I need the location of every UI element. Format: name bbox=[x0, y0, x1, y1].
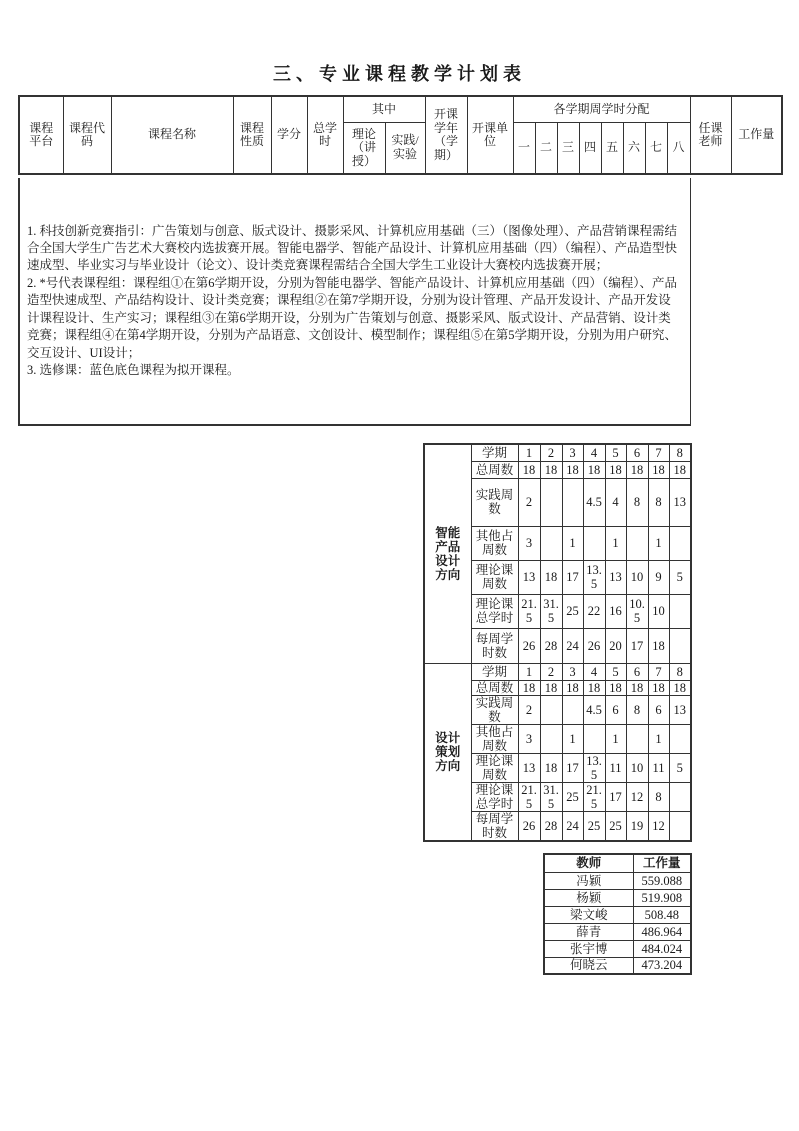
cell: 1 bbox=[648, 526, 669, 560]
cell: 7 bbox=[648, 663, 669, 680]
table-row bbox=[544, 923, 691, 940]
col-header-credit: 学分 bbox=[271, 96, 307, 174]
cell: 1 bbox=[605, 724, 626, 753]
note-item-1: 1. 科技创新竞赛指引：广告策划与创意、版式设计、摄影采风、计算机应用基础（三）（图像处理）、产品营销课程需结合全国大学生广告艺术大赛校内选拔赛开展。智能电器学、智能产品设计、计算机应用基础（四）（编程）、产品造型快速成型、毕业实习与毕业设计（论文）、设计类竞赛课程需结合全国大学生工业设计大赛校内选拔赛开展； bbox=[27, 223, 678, 273]
cell: 18 bbox=[562, 461, 583, 478]
row-label: 总周数 bbox=[471, 680, 518, 695]
teacher-name: 冯颖 bbox=[544, 872, 633, 889]
cell: 20 bbox=[605, 628, 626, 663]
cell: 18 bbox=[540, 461, 562, 478]
col-header-practice: 实践/实验 bbox=[385, 122, 425, 174]
cell bbox=[562, 478, 583, 526]
cell: 11 bbox=[605, 753, 626, 782]
cell: 18 bbox=[583, 680, 605, 695]
col-header-including: 其中 bbox=[343, 96, 425, 122]
cell bbox=[669, 811, 691, 841]
teacher-workload: 473.204 bbox=[633, 957, 691, 974]
cell bbox=[669, 782, 691, 811]
direction-section-smart-product bbox=[424, 444, 691, 663]
cell: 8 bbox=[669, 444, 691, 461]
cell: 25 bbox=[562, 594, 583, 628]
col-header-code: 课程代码 bbox=[63, 96, 111, 174]
cell bbox=[583, 526, 605, 560]
direction-group-label: 设计策划方向 bbox=[424, 663, 471, 841]
cell bbox=[540, 695, 562, 724]
cell: 6 bbox=[626, 663, 648, 680]
semester-col-3: 三 bbox=[557, 122, 579, 174]
cell: 5 bbox=[669, 560, 691, 594]
col-header-course-name: 课程名称 bbox=[111, 96, 233, 174]
teacher-name: 何晓云 bbox=[544, 957, 633, 974]
cell: 2 bbox=[518, 695, 540, 724]
cell: 31.5 bbox=[540, 782, 562, 811]
col-header-theory: 理论（讲授） bbox=[343, 122, 385, 174]
cell: 18 bbox=[669, 680, 691, 695]
cell bbox=[540, 478, 562, 526]
cell: 18 bbox=[648, 628, 669, 663]
cell bbox=[583, 724, 605, 753]
col-header-open-year: 开课学年（学期） bbox=[425, 96, 467, 174]
cell: 18 bbox=[648, 680, 669, 695]
cell bbox=[669, 724, 691, 753]
semester-col-6: 六 bbox=[623, 122, 645, 174]
cell: 13.5 bbox=[583, 753, 605, 782]
cell: 4 bbox=[583, 663, 605, 680]
cell: 10.5 bbox=[626, 594, 648, 628]
cell: 21.5 bbox=[583, 782, 605, 811]
table-row bbox=[544, 889, 691, 906]
cell: 2 bbox=[518, 478, 540, 526]
cell: 1 bbox=[605, 526, 626, 560]
cell: 25 bbox=[583, 811, 605, 841]
col-header-total-hours: 总学时 bbox=[307, 96, 343, 174]
row-label: 理论课周数 bbox=[471, 560, 518, 594]
direction-weekly-hours-table bbox=[423, 443, 692, 842]
teacher-workload: 508.48 bbox=[633, 906, 691, 923]
cell: 21.5 bbox=[518, 782, 540, 811]
cell: 4.5 bbox=[583, 478, 605, 526]
cell: 8 bbox=[648, 782, 669, 811]
cell bbox=[562, 695, 583, 724]
cell: 28 bbox=[540, 628, 562, 663]
cell: 19 bbox=[626, 811, 648, 841]
cell: 1 bbox=[518, 444, 540, 461]
cell: 5 bbox=[605, 444, 626, 461]
cell: 1 bbox=[562, 724, 583, 753]
teacher-workload: 559.088 bbox=[633, 872, 691, 889]
row-label: 理论课总学时 bbox=[471, 782, 518, 811]
row-label: 实践周数 bbox=[471, 695, 518, 724]
col-header-nature: 课程性质 bbox=[233, 96, 271, 174]
cell: 28 bbox=[540, 811, 562, 841]
row-label: 总周数 bbox=[471, 461, 518, 478]
cell: 13.5 bbox=[583, 560, 605, 594]
semester-col-7: 七 bbox=[645, 122, 667, 174]
workload-col-header: 工作量 bbox=[633, 854, 691, 872]
semester-col-2: 二 bbox=[535, 122, 557, 174]
cell: 10 bbox=[626, 560, 648, 594]
direction-group-label: 智能产品设计方向 bbox=[424, 444, 471, 663]
cell: 18 bbox=[518, 461, 540, 478]
cell: 18 bbox=[540, 560, 562, 594]
table-row bbox=[544, 940, 691, 957]
row-label: 其他占周数 bbox=[471, 526, 518, 560]
table-row bbox=[544, 872, 691, 889]
cell bbox=[540, 724, 562, 753]
teacher-name: 薛青 bbox=[544, 923, 633, 940]
cell: 17 bbox=[562, 753, 583, 782]
course-plan-header-table bbox=[18, 95, 783, 175]
semester-col-1: 一 bbox=[513, 122, 535, 174]
cell: 18 bbox=[562, 680, 583, 695]
cell: 25 bbox=[562, 782, 583, 811]
cell: 18 bbox=[540, 680, 562, 695]
cell: 12 bbox=[626, 782, 648, 811]
col-header-weekly-dist: 各学期周学时分配 bbox=[513, 96, 690, 122]
teacher-workload: 484.024 bbox=[633, 940, 691, 957]
semester-col-4: 四 bbox=[579, 122, 601, 174]
teacher-workload: 486.964 bbox=[633, 923, 691, 940]
cell: 13 bbox=[518, 753, 540, 782]
row-label: 理论课总学时 bbox=[471, 594, 518, 628]
page-title: 三、专业课程教学计划表 bbox=[273, 64, 526, 84]
cell: 17 bbox=[605, 782, 626, 811]
cell: 1 bbox=[562, 526, 583, 560]
cell: 4 bbox=[583, 444, 605, 461]
cell bbox=[669, 628, 691, 663]
cell: 26 bbox=[518, 628, 540, 663]
cell: 5 bbox=[605, 663, 626, 680]
cell: 8 bbox=[669, 663, 691, 680]
cell: 7 bbox=[648, 444, 669, 461]
row-label: 其他占周数 bbox=[471, 724, 518, 753]
cell: 22 bbox=[583, 594, 605, 628]
teacher-col-header: 教师 bbox=[544, 854, 633, 872]
cell: 2 bbox=[540, 444, 562, 461]
cell: 12 bbox=[648, 811, 669, 841]
cell: 13 bbox=[669, 695, 691, 724]
cell: 18 bbox=[605, 461, 626, 478]
cell bbox=[540, 526, 562, 560]
cell: 3 bbox=[562, 444, 583, 461]
cell: 25 bbox=[605, 811, 626, 841]
cell bbox=[669, 526, 691, 560]
cell: 9 bbox=[648, 560, 669, 594]
cell: 10 bbox=[626, 753, 648, 782]
cell: 18 bbox=[669, 461, 691, 478]
row-label: 每周学时数 bbox=[471, 811, 518, 841]
cell: 8 bbox=[626, 695, 648, 724]
cell: 11 bbox=[648, 753, 669, 782]
cell: 18 bbox=[540, 753, 562, 782]
row-label: 学期 bbox=[471, 663, 518, 680]
row-label: 每周学时数 bbox=[471, 628, 518, 663]
note-item-2: 2. *号代表课程组：课程组①在第6学期开设，分别为智能电器学、智能产品设计、计算机应用基础（四）（编程）、产品造型快速成型、产品结构设计、设计类竞赛；课程组②在第7学期开设，分别为设计管理、产品开发设计、产品开发设计课程设计、生产实习；课程组③在第6学期开设，分别为广告策划与创意、摄影采风、版式设计、产品营销、设计类竞赛；课程组④在第4学期开设，分别为产品语意、文创设计、模型制作；课程组⑤在第5学期开设，分别为用户研究、交互设计、UI设计； bbox=[27, 275, 678, 360]
cell: 18 bbox=[626, 461, 648, 478]
cell: 13 bbox=[669, 478, 691, 526]
teacher-name: 张宇博 bbox=[544, 940, 633, 957]
teacher-name: 梁文峻 bbox=[544, 906, 633, 923]
col-header-open-unit: 开课单位 bbox=[467, 96, 513, 174]
cell: 18 bbox=[648, 461, 669, 478]
cell: 3 bbox=[562, 663, 583, 680]
cell: 6 bbox=[626, 444, 648, 461]
notes-box bbox=[18, 178, 691, 426]
cell bbox=[669, 594, 691, 628]
cell: 1 bbox=[648, 724, 669, 753]
table-row bbox=[544, 957, 691, 974]
cell: 24 bbox=[562, 811, 583, 841]
cell bbox=[626, 724, 648, 753]
cell: 16 bbox=[605, 594, 626, 628]
cell: 4.5 bbox=[583, 695, 605, 724]
row-label: 实践周数 bbox=[471, 478, 518, 526]
cell: 8 bbox=[626, 478, 648, 526]
table-row bbox=[544, 906, 691, 923]
col-header-workload: 工作量 bbox=[731, 96, 782, 174]
cell: 6 bbox=[648, 695, 669, 724]
cell: 17 bbox=[562, 560, 583, 594]
cell: 1 bbox=[518, 663, 540, 680]
note-item-3: 3. 选修课：蓝色底色课程为拟开课程。 bbox=[27, 362, 240, 377]
cell: 26 bbox=[518, 811, 540, 841]
cell: 5 bbox=[669, 753, 691, 782]
teacher-workload-table bbox=[543, 853, 692, 975]
semester-col-8: 八 bbox=[667, 122, 690, 174]
cell: 21.5 bbox=[518, 594, 540, 628]
col-header-platform: 课程平台 bbox=[19, 96, 63, 174]
cell: 10 bbox=[648, 594, 669, 628]
semester-col-5: 五 bbox=[601, 122, 623, 174]
cell: 26 bbox=[583, 628, 605, 663]
cell: 31.5 bbox=[540, 594, 562, 628]
row-label: 理论课周数 bbox=[471, 753, 518, 782]
direction-section-design-planning bbox=[424, 663, 691, 841]
cell bbox=[626, 526, 648, 560]
cell: 4 bbox=[605, 478, 626, 526]
cell: 2 bbox=[540, 663, 562, 680]
cell: 17 bbox=[626, 628, 648, 663]
col-header-teacher: 任课老师 bbox=[690, 96, 731, 174]
cell: 18 bbox=[583, 461, 605, 478]
cell: 3 bbox=[518, 526, 540, 560]
cell: 13 bbox=[518, 560, 540, 594]
row-label: 学期 bbox=[471, 444, 518, 461]
teacher-workload: 519.908 bbox=[633, 889, 691, 906]
cell: 3 bbox=[518, 724, 540, 753]
cell: 18 bbox=[605, 680, 626, 695]
cell: 13 bbox=[605, 560, 626, 594]
teacher-name: 杨颖 bbox=[544, 889, 633, 906]
cell: 18 bbox=[626, 680, 648, 695]
cell: 8 bbox=[648, 478, 669, 526]
cell: 24 bbox=[562, 628, 583, 663]
cell: 18 bbox=[518, 680, 540, 695]
cell: 6 bbox=[605, 695, 626, 724]
